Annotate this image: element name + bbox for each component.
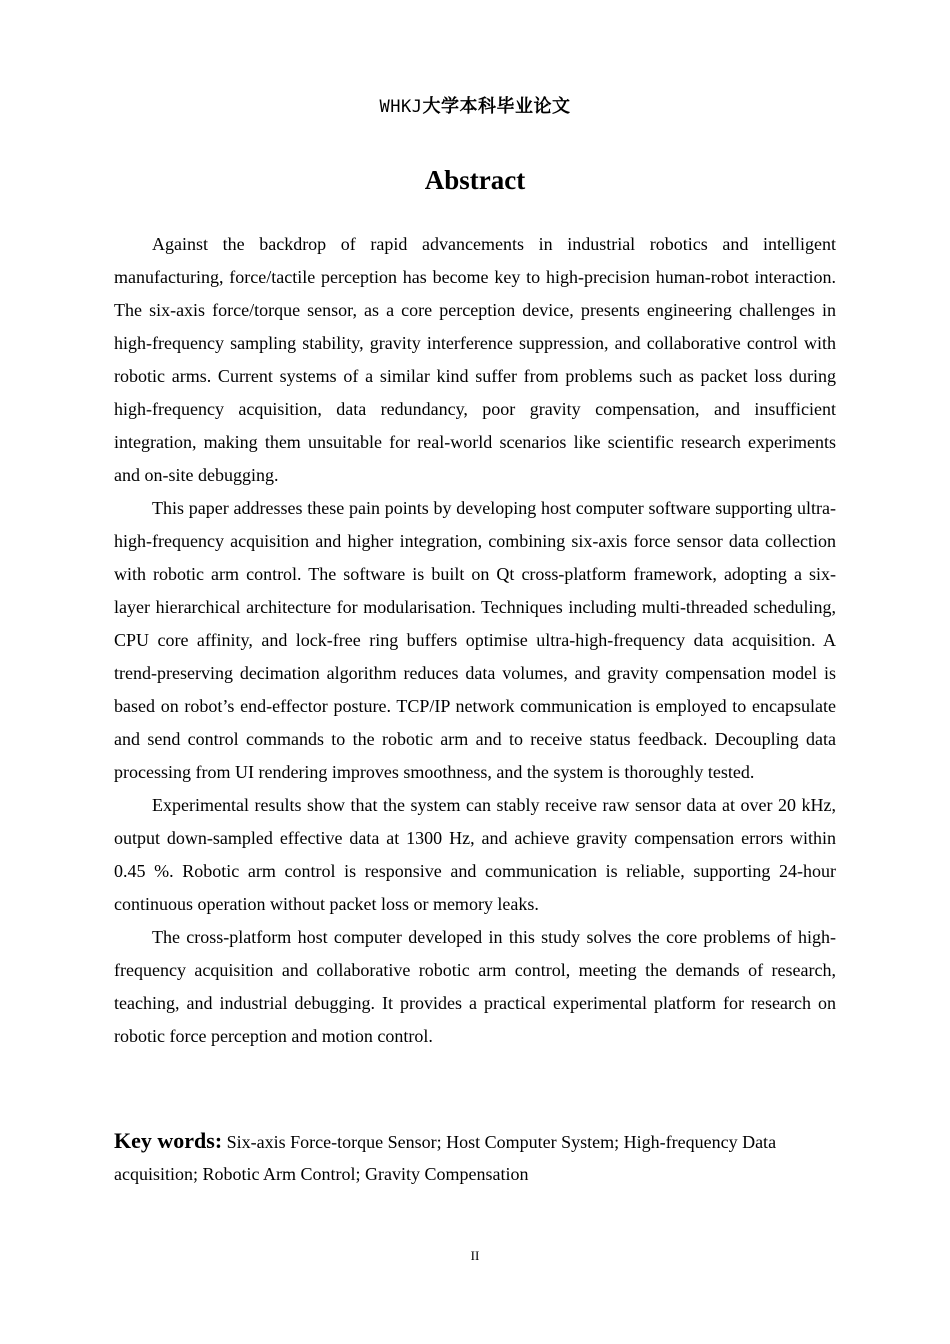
running-header (0, 92, 950, 118)
keywords-label: Key words: (114, 1128, 223, 1153)
page-number: II (470, 1248, 480, 1263)
keywords-text: Six-axis Force-torque Sensor; Host Computer System; High-frequency Data acquisition; Robotic Arm Control; Gravity Compensation (114, 1132, 777, 1184)
keywords (114, 1125, 836, 1190)
abstract-paragraph-3: Experimental results show that the system can stably receive raw sensor data at over 20 kHz, output down-sampled effective data at 1300 Hz, and achieve gravity compensation errors within 0.45 %. Robotic arm control is responsive and communication is reliable, supporting 24-hour continuous operation without packet loss or memory leaks. (114, 795, 836, 914)
header-thesis-type: 大学本科毕业论文 (422, 96, 571, 117)
abstract-paragraph-4: The cross-platform host computer developed in this study solves the core problems of high-frequency acquisition and collaborative robotic arm control, meeting the demands of research, teaching, and industrial debugging. It provides a practical experimental platform for research on robotic force perception and motion control. (114, 927, 836, 1046)
abstract-paragraph-1: Against the backdrop of rapid advancements in industrial robotics and intelligent manufacturing, force/tactile perception has become key to high-precision human-robot interaction. The six-axis force/torque sensor, as a core perception device, presents engineering challenges in high-frequency sampling stability, gravity interference suppression, and collaborative control with robotic arms. Current systems of a similar kind suffer from problems such as packet loss during high-frequency acquisition, data redundancy, poor gravity compensation, and insufficient integration, making them unsuitable for real-world scenarios like scientific research experiments and on-site debugging. (114, 234, 836, 485)
abstract-title: Abstract (424, 165, 526, 195)
header-university-code: WHKJ (379, 97, 423, 117)
abstract-body (114, 228, 836, 1053)
abstract-paragraph-2: This paper addresses these pain points by developing host computer software supporting ultra-high-frequency acquisition and higher integration, combining six-axis force sensor data collection with robotic arm control. The software is built on Qt cross-platform framework, adopting a six-layer hierarchical architecture for modularisation. Techniques including multi-threaded scheduling, CPU core affinity, and lock-free ring buffers optimise ultra-high-frequency data acquisition. A trend-preserving decimation algorithm reduces data volumes, and gravity compensation model is based on robot’s end-effector posture. TCP/IP network communication is employed to encapsulate and send control commands to the robotic arm and to receive status feedback. Decoupling data processing from UI rendering improves smoothness, and the system is thoroughly tested. (114, 498, 836, 782)
